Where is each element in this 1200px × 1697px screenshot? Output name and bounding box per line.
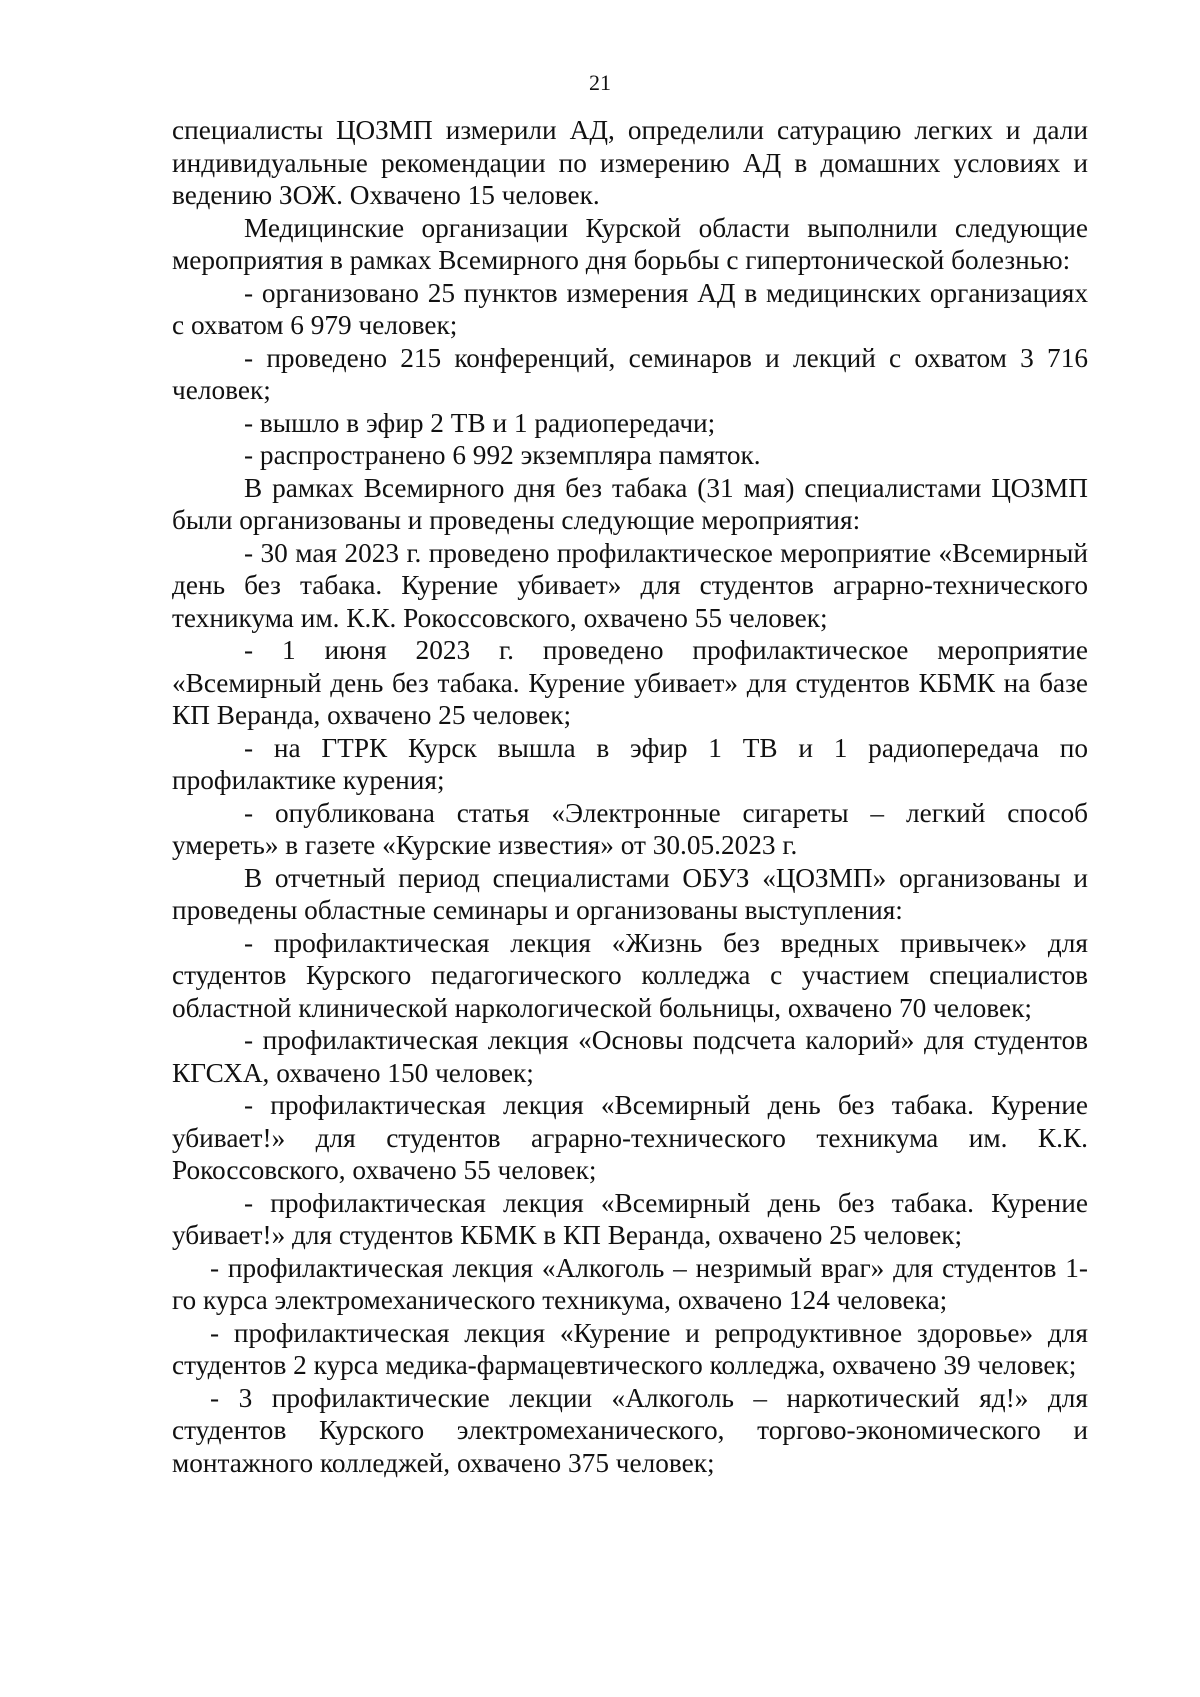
list-item: - профилактическая лекция «Всемирный день без табака. Курение убивает!» для студентов аграрно-технического техникума им. К.К. Рокоссовского, охвачено 55 человек; [172, 1090, 1088, 1185]
list-item: - опубликована статья «Электронные сигареты – легкий способ умереть» в газете «Курские известия» от 30.05.2023 г. [172, 797, 1088, 860]
list-item: - вышло в эфир 2 ТВ и 1 радиопередачи; [244, 407, 716, 438]
list-item: - профилактическая лекция «Курение и репродуктивное здоровье» для студентов 2 курса медика-фармацевтического колледжа, охвачено 39 человек; [172, 1317, 1088, 1380]
list-item: - профилактическая лекция «Жизнь без вредных привычек» для студентов Курского педагогического колледжа с участием специалистов областной клинической наркологической больницы, охвачено 70 человек; [172, 927, 1088, 1023]
list-item: - организовано 25 пунктов измерения АД в медицинских организациях с охватом 6 979 человек; [172, 277, 1088, 340]
list-item: - на ГТРК Курск вышла в эфир 1 ТВ и 1 радиопередача по профилактике курения; [172, 732, 1088, 795]
list-item: - проведено 215 конференций, семинаров и лекций с охватом 3 716 человек; [172, 342, 1088, 405]
paragraph-3: В рамках Всемирного дня без табака (31 мая) специалистами ЦОЗМП были организованы и проведены следующие мероприятия: [172, 472, 1088, 535]
list-item: - 1 июня 2023 г. проведено профилактическое мероприятие «Всемирный день без табака. Курение убивает» для студентов КБМК на базе КП Веранда, охвачено 25 человек; [172, 635, 1088, 730]
list-item: - 30 мая 2023 г. проведено профилактическое мероприятие «Всемирный день без табака. Курение убивает» для студентов аграрно-технического техникума им. К.К. Рокоссовского, охвачено 55 человек; [172, 537, 1088, 633]
list-item: - распространено 6 992 экземпляра памяток. [244, 440, 761, 470]
list-item: - профилактическая лекция «Алкоголь – незримый враг» для студентов 1-го курса электромеханического техникума, охвачено 124 человека; [172, 1252, 1088, 1315]
page-number: 21 [589, 70, 611, 95]
paragraph-4: В отчетный период специалистами ОБУЗ «ЦОЗМП» организованы и проведены областные семинары и организованы выступления: [172, 862, 1088, 925]
list-item: - профилактическая лекция «Основы подсчета калорий» для студентов КГСХА, охвачено 150 человек; [172, 1025, 1088, 1088]
paragraph-2: Медицинские организации Курской области выполнили следующие мероприятия в рамках Всемирного дня борьбы с гипертонической болезнью: [172, 212, 1088, 275]
document-body [172, 114, 1088, 1479]
paragraph-1: специалисты ЦОЗМП измерили АД, определили сатурацию легких и дали индивидуальные рекомендации по измерению АД в домашних условиях и ведению ЗОЖ. Охвачено 15 человек. [172, 115, 1088, 210]
list-item: - профилактическая лекция «Всемирный день без табака. Курение убивает!» для студентов КБМК в КП Веранда, охвачено 25 человек; [172, 1187, 1088, 1250]
list-item: - 3 профилактические лекции «Алкоголь – наркотический яд!» для студентов Курского электромеханического, торгово-экономического и монтажного колледжей, охвачено 375 человек; [172, 1382, 1088, 1478]
